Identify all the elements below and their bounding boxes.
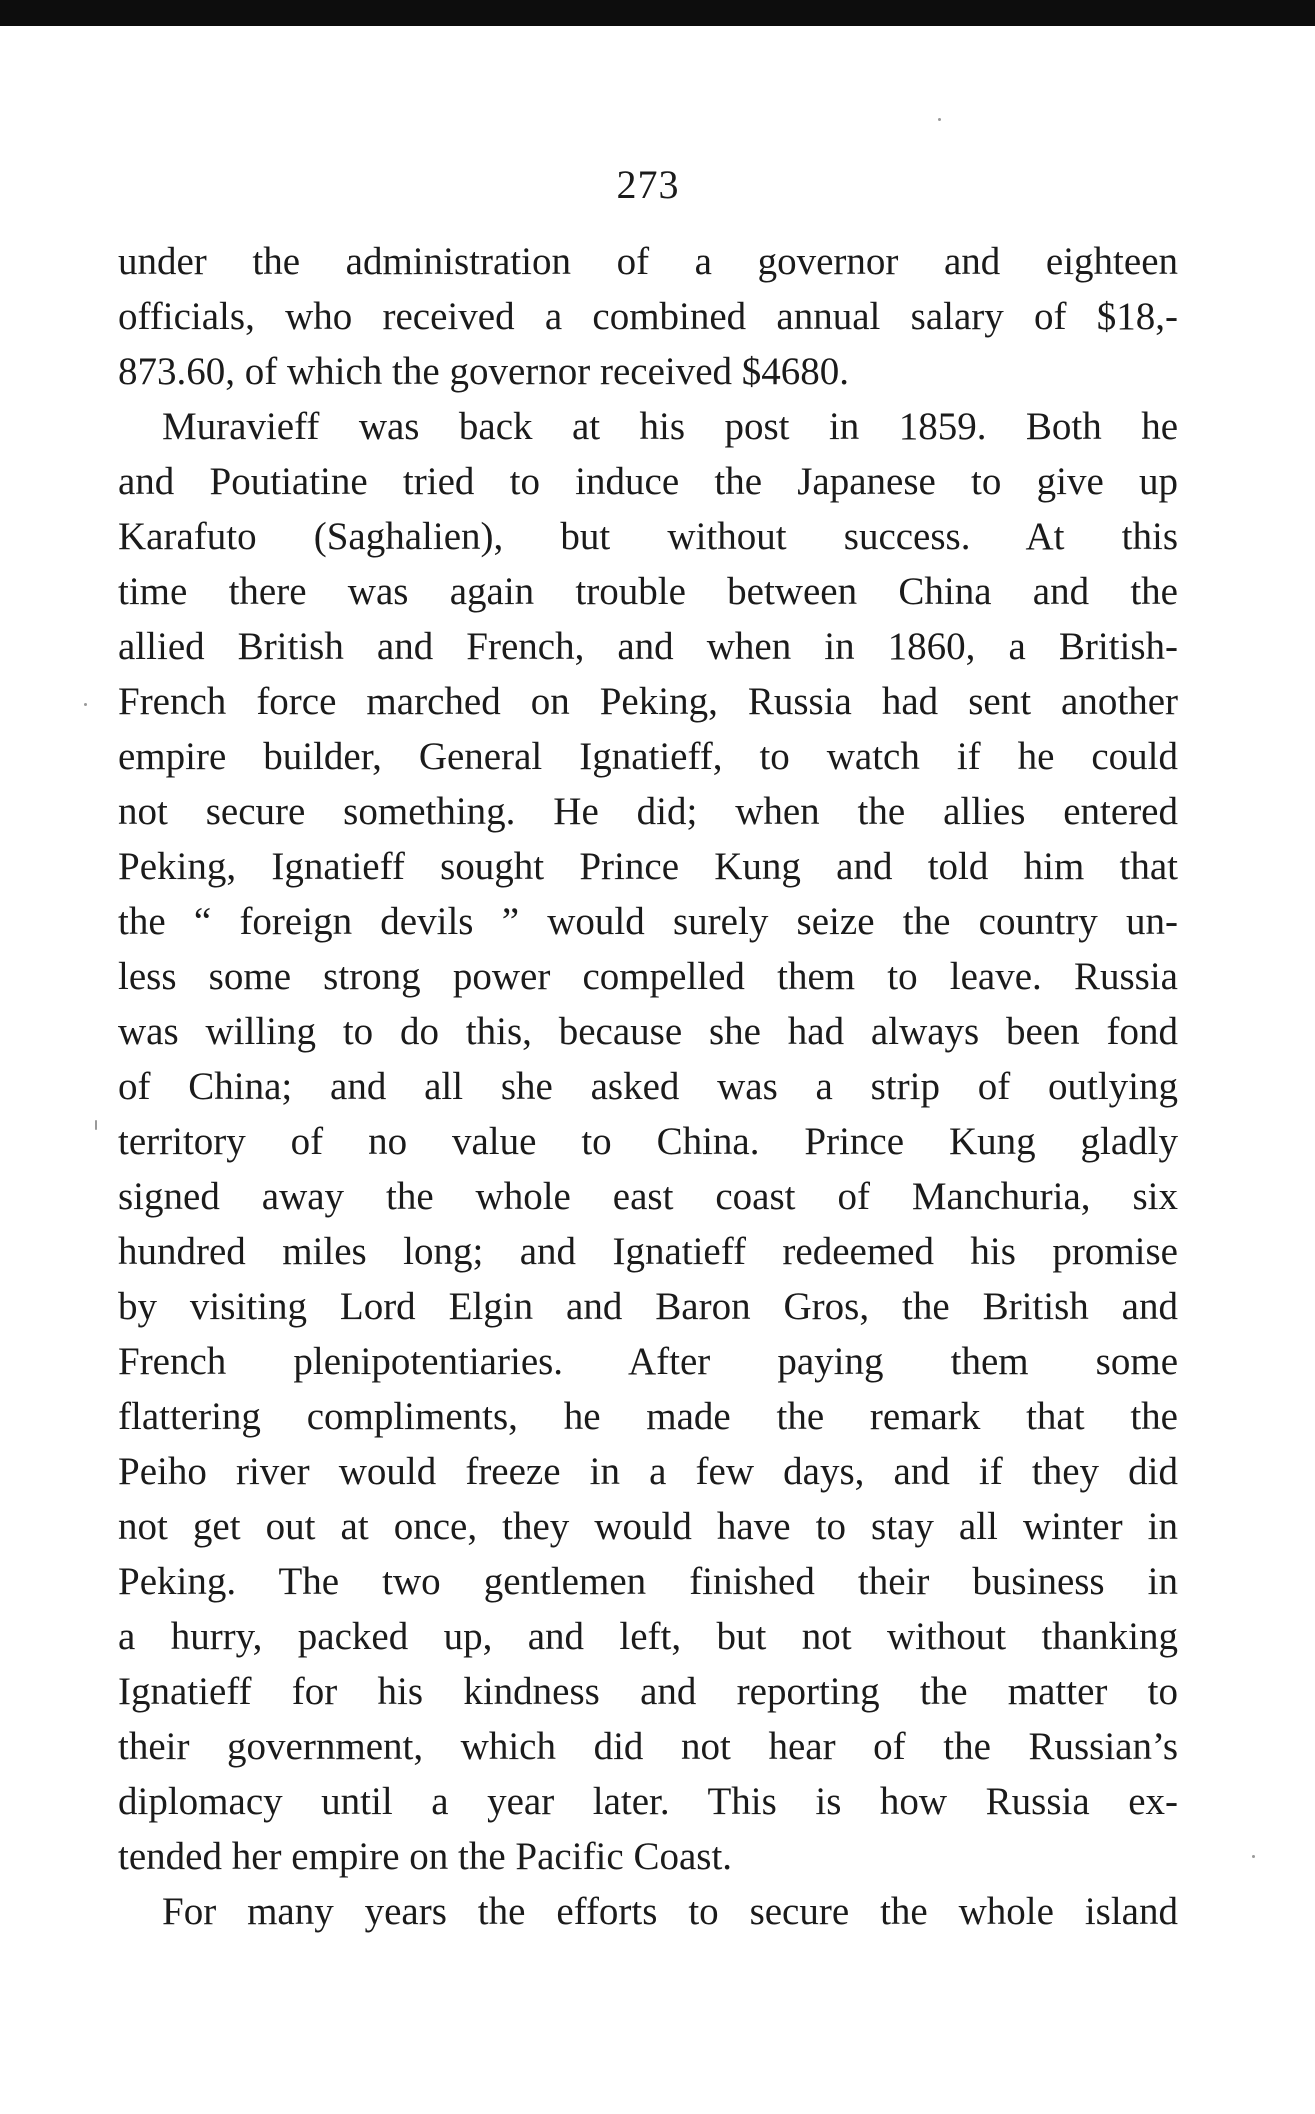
text-line: allied British and French, and when in 1860, a British-: [118, 625, 1178, 668]
text-line: officials, who received a combined annual salary of $18,-: [118, 295, 1178, 338]
text-line: and Poutiatine tried to induce the Japanese to give up: [118, 460, 1178, 503]
scan-speck: [84, 703, 87, 706]
scan-speck: [1252, 1855, 1255, 1858]
text-line: was willing to do this, because she had always been fond: [118, 1010, 1178, 1053]
text-line: empire builder, General Ignatieff, to watch if he could: [118, 735, 1178, 778]
text-line: a hurry, packed up, and left, but not without thanking: [118, 1615, 1178, 1658]
text-line: French force marched on Peking, Russia had sent another: [118, 680, 1178, 723]
text-line: territory of no value to China. Prince Kung gladly: [118, 1120, 1178, 1163]
text-line: flattering compliments, he made the remark that the: [118, 1395, 1178, 1438]
text-line: not secure something. He did; when the allies entered: [118, 790, 1178, 833]
text-line: the “ foreign devils ” would surely seize the country un-: [118, 900, 1178, 943]
text-line: French plenipotentiaries. After paying them some: [118, 1340, 1178, 1383]
text-line: tended her empire on the Pacific Coast.: [118, 1835, 733, 1878]
paragraph: [118, 1884, 1178, 1939]
text-line: by visiting Lord Elgin and Baron Gros, the British and: [118, 1285, 1178, 1328]
text-line: not get out at once, they would have to stay all winter in: [118, 1505, 1178, 1548]
paragraph: [118, 399, 1178, 1884]
text-line: diplomacy until a year later. This is how Russia ex-: [118, 1780, 1178, 1823]
text-line: under the administration of a governor and eighteen: [118, 240, 1178, 283]
text-line: For many years the efforts to secure the whole island: [162, 1890, 1178, 1933]
text-line: Muravieff was back at his post in 1859. Both he: [162, 405, 1178, 448]
text-line: Peiho river would freeze in a few days, and if they did: [118, 1450, 1178, 1493]
text-line: of China; and all she asked was a strip of outlying: [118, 1065, 1178, 1108]
text-line: signed away the whole east coast of Manchuria, six: [118, 1175, 1178, 1218]
text-line: hundred miles long; and Ignatieff redeemed his promise: [118, 1230, 1178, 1273]
text-line: Peking. The two gentlemen finished their business in: [118, 1560, 1178, 1603]
book-page: [118, 150, 1178, 1939]
text-line: Ignatieff for his kindness and reporting the matter to: [118, 1670, 1178, 1713]
page-text-body: [118, 234, 1178, 1939]
text-line: Peking, Ignatieff sought Prince Kung and told him that: [118, 845, 1178, 888]
scan-speck: [938, 118, 941, 121]
text-line: less some strong power compelled them to leave. Russia: [118, 955, 1178, 998]
text-line: time there was again trouble between China and the: [118, 570, 1178, 613]
text-line: Karafuto (Saghalien), but without success. At this: [118, 515, 1178, 558]
scan-top-border: [0, 0, 1315, 26]
page-number: 273: [616, 162, 680, 207]
paragraph: [118, 234, 1178, 399]
text-line: 873.60, of which the governor received $4680.: [118, 350, 850, 393]
text-line: their government, which did not hear of the Russian’s: [118, 1725, 1178, 1768]
scan-speck: [95, 1120, 97, 1130]
